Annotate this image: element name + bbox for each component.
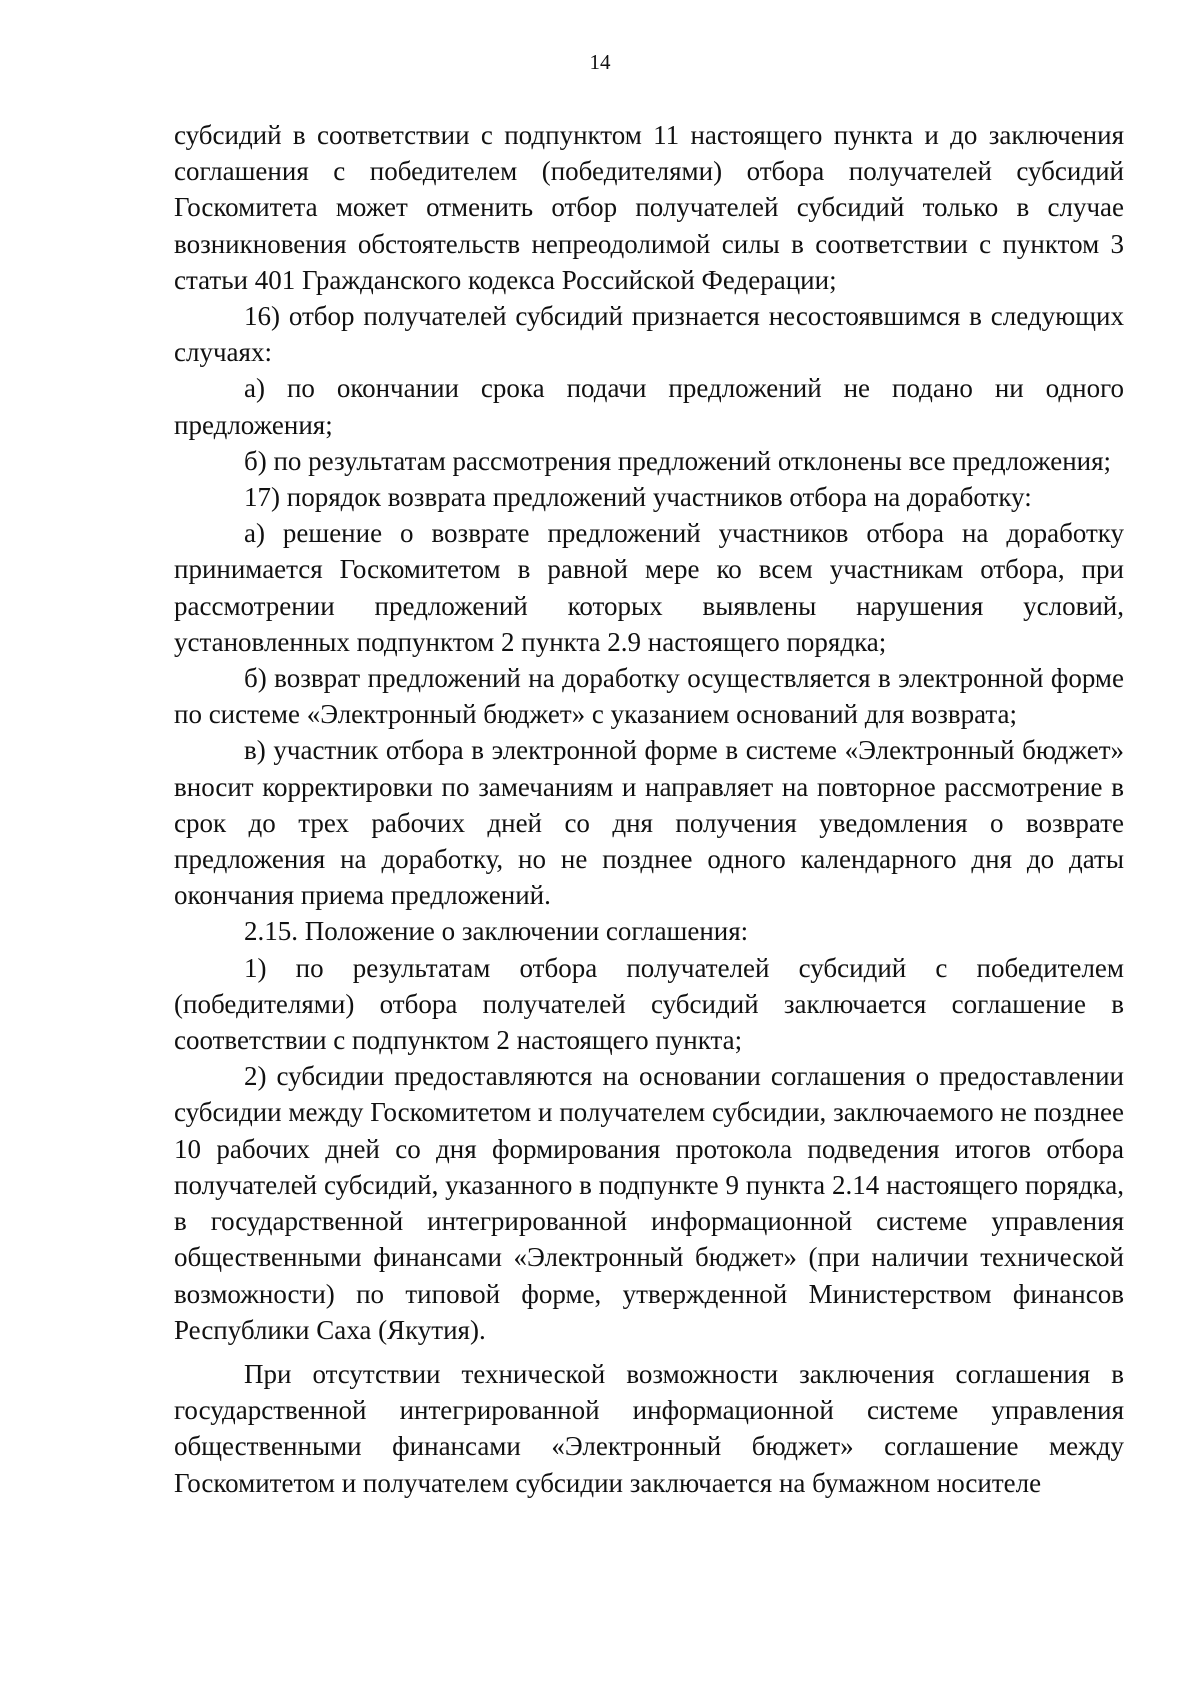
section-heading-2-15: 2.15. Положение о заключении соглашения: bbox=[244, 916, 749, 947]
paragraph-item-16: 16) отбор получателей субсидий признается несостоявшимся в следующих случаях: bbox=[174, 301, 1124, 368]
paragraph-item-17c: в) участник отбора в электронной форме в системе «Электронный бюджет» вносит корректировки по замечаниям и направляет на повторное рассмотрение в срок до трех рабочих дней со дня получения уведомления о возврате предложения на доработку, но не позднее одного календарного дня до даты окончания приема предложений. bbox=[174, 735, 1124, 911]
page-number: 14 bbox=[589, 50, 611, 74]
document-body bbox=[174, 117, 1124, 1501]
paragraph-item-2-15-2: 2) субсидии предоставляются на основании соглашения о предоставлении субсидии между Госкомитетом и получателем субсидии, заключаемого не позднее 10 рабочих дней со дня формирования протокола подведения итогов отбора получателей субсидий, указанного в подпункте 9 пункта 2.14 настоящего порядка, в государственной интегрированной информационной системе управления общественными финансами «Электронный бюджет» (при наличии технической возможности) по типовой форме, утвержденной Министерством финансов Республики Саха (Якутия). bbox=[174, 1061, 1124, 1345]
paragraph-item-2-15-1: 1) по результатам отбора получателей субсидий с победителем (победителями) отбора получателей субсидий заключается соглашение в соответствии с подпунктом 2 настоящего пункта; bbox=[174, 952, 1124, 1056]
paragraph-continuation: субсидий в соответствии с подпунктом 11 настоящего пункта и до заключения соглашения с победителем (победителями) отбора получателей субсидий Госкомитета может отменить отбор получателей субсидий только в случае возникновения обстоятельств непреодолимой силы в соответствии с пунктом 3 статьи 401 Гражданского кодекса Российской Федерации; bbox=[174, 120, 1124, 295]
paragraph-item-16b: б) по результатам рассмотрения предложений отклонены все предложения; bbox=[244, 445, 1112, 476]
paragraph-item-16a: а) по окончании срока подачи предложений не подано ни одного предложения; bbox=[174, 373, 1124, 440]
paragraph-item-17: 17) порядок возврата предложений участников отбора на доработку: bbox=[244, 482, 1032, 513]
paragraph-no-technical-possibility: При отсутствии технической возможности заключения соглашения в государственной интегрированной информационной системе управления общественными финансами «Электронный бюджет» соглашение между Госкомитетом и получателем субсидии заключается на бумажном носителе bbox=[174, 1358, 1124, 1498]
paragraph-item-17a: а) решение о возврате предложений участников отбора на доработку принимается Госкомитетом в равной мере ко всем участникам отбора, при рассмотрении предложений которых выявлены нарушения условий, установленных подпунктом 2 пункта 2.9 настоящего порядка; bbox=[174, 518, 1124, 657]
paragraph-item-17b: б) возврат предложений на доработку осуществляется в электронной форме по системе «Электронный бюджет» с указанием оснований для возврата; bbox=[174, 663, 1124, 730]
